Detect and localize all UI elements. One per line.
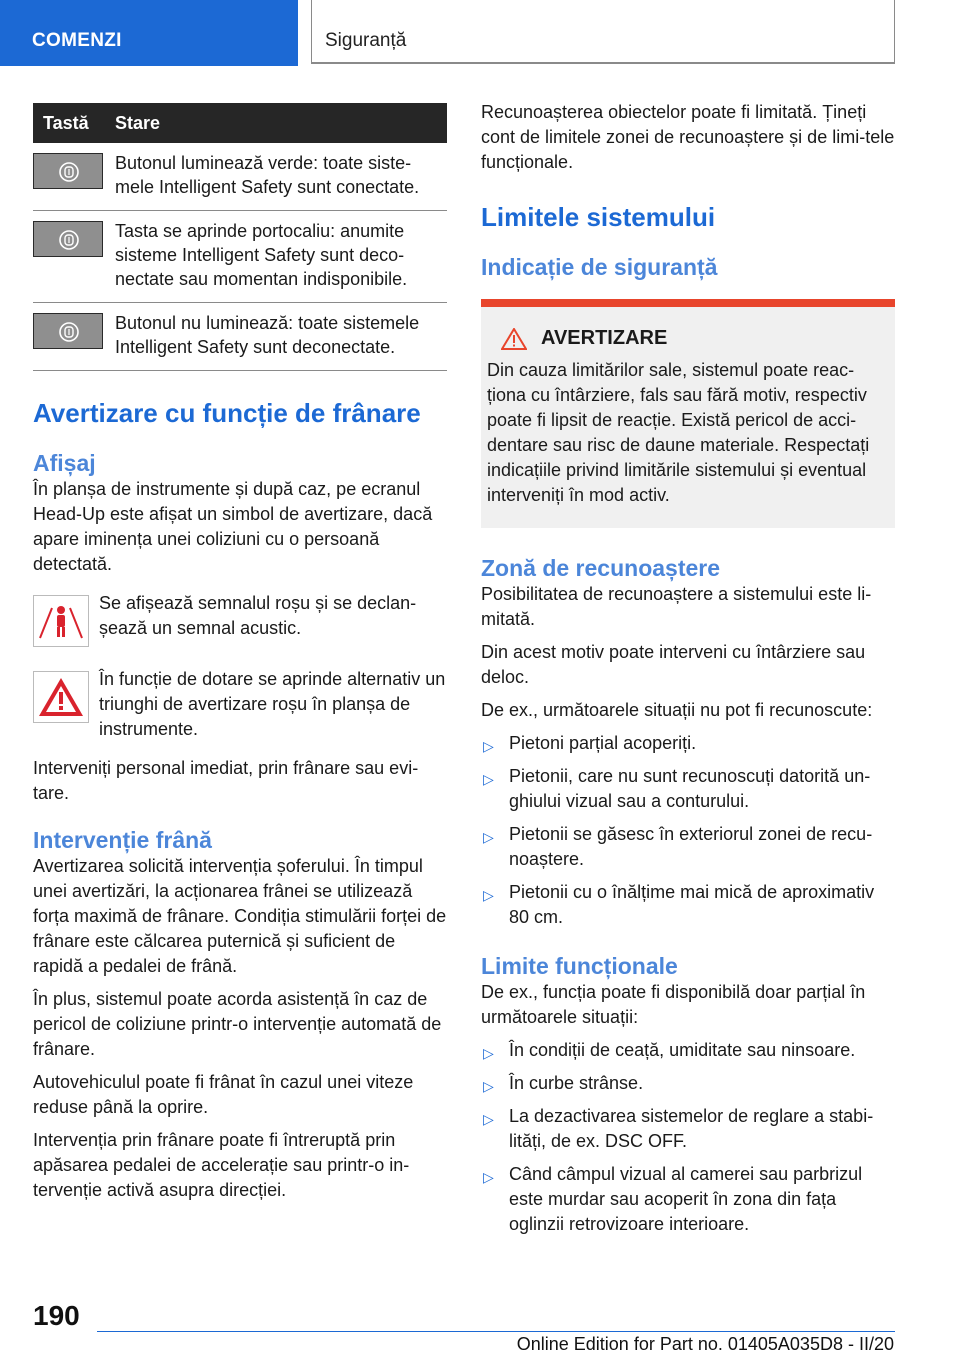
right-column: [481, 100, 895, 1237]
table-row: [33, 303, 447, 371]
table-header-row: [33, 103, 447, 143]
pedestrian-warning-icon: [33, 595, 89, 647]
paragraph-brake-3: Autovehiculul poate fi frânat în cazul unei viteze reduse până la oprire.: [33, 1072, 414, 1117]
key-state-table: [33, 103, 447, 371]
chapter-title: COMENZI: [32, 30, 122, 51]
chapter-tab[interactable]: [0, 0, 298, 66]
subheading-safety: Indicație de siguranță: [481, 254, 718, 280]
subheading-zone: Zonă de recunoaștere: [481, 555, 721, 581]
list-item: ▷ În curbe strânse.: [481, 1071, 895, 1096]
intelligent-safety-button-icon: [33, 221, 103, 257]
section-heading-warning: Avertizare cu funcție de frânare: [33, 398, 421, 428]
bullet-triangle-icon: ▷: [483, 829, 494, 845]
table-row: [33, 211, 447, 303]
warning-triangle-icon: [501, 328, 527, 350]
warning-box: [481, 299, 895, 528]
paragraph-zone-1: Posibilitatea de recunoaștere a sistemului este li-mitată.: [481, 584, 872, 629]
table-cell-state: Tasta se aprinde portocaliu: anumite sisteme Intelligent Safety sunt deco-nectate sau momentan indisponibile.: [105, 211, 447, 303]
paragraph-zone-3: De ex., următoarele situații nu pot fi recunoscute:: [481, 700, 873, 720]
subheading-display: Afișaj: [33, 450, 96, 476]
paragraph-intervene: Interveniți personal imediat, prin frânare sau evi-tare.: [33, 758, 419, 803]
section-header: [311, 0, 895, 64]
list-item: ▷ Pietoni parțial acoperiți.: [481, 731, 895, 756]
paragraph-brake-2: În plus, sistemul poate acorda asistență în caz de pericol de coliziune printr-o intervenție automată de frânare.: [33, 989, 442, 1059]
icon-row-triangle: [33, 667, 447, 742]
table-cell-key: [33, 143, 105, 211]
paragraph-intro: Recunoașterea obiectelor poate fi limitată. Țineți cont de limitele zonei de recunoaștere și de limi-tele funcționale.: [481, 102, 895, 172]
page-number: 190: [33, 1300, 80, 1331]
bullet-triangle-icon: ▷: [483, 771, 494, 787]
list-item: ▷ În condiții de ceață, umiditate sau ninsoare.: [481, 1038, 895, 1063]
paragraph-display: În planșa de instrumente și după caz, pe ecranul Head-Up este afișat un simbol de avertizare, dacă apare iminența unei coliziuni cu o persoană detectată.: [33, 479, 433, 574]
paragraph-brake-4: Intervenția prin frânare poate fi întreruptă prin apăsarea pedalei de accelerație sau printr-o in-tervenție activă asupra direcției.: [33, 1130, 410, 1200]
warning-title: [501, 327, 889, 350]
intelligent-safety-button-icon: [33, 313, 103, 349]
warning-triangle-icon: [33, 671, 89, 723]
table-row: [33, 143, 447, 211]
subheading-functional: Limite funcționale: [481, 953, 678, 979]
bullet-triangle-icon: ▷: [483, 1078, 494, 1094]
list-item: ▷ La dezactivarea sistemelor de reglare a stabi-lități, de ex. DSC OFF.: [483, 1106, 874, 1151]
subheading-brake: Intervenție frână: [33, 827, 212, 853]
icon-row-pedestrian: [33, 591, 447, 651]
column-header-key: Tastă: [33, 103, 105, 143]
table-cell-state: Butonul nu luminează: toate sistemele Intelligent Safety sunt deconectate.: [105, 303, 447, 371]
left-column: [33, 103, 447, 1203]
intelligent-safety-button-icon: [33, 153, 103, 189]
warning-title-text: AVERTIZARE: [541, 327, 668, 349]
paragraph-functional: De ex., funcția poate fi disponibilă doar parțial în următoarele situații:: [481, 982, 866, 1027]
bullet-triangle-icon: ▷: [483, 1045, 494, 1061]
footer-edition: Online Edition for Part no. 01405A035D8 - II/20: [516, 1334, 894, 1354]
list-item: ▷ Pietonii cu o înălțime mai mică de aproximativ 80 cm.: [483, 882, 875, 927]
paragraph-icon-triangle: În funcție de dotare se aprinde alternativ un triunghi de avertizare roșu în planșa de instrumente.: [99, 669, 446, 739]
zone-list: [481, 731, 895, 930]
column-header-state: Stare: [105, 103, 447, 143]
list-item: ▷ Pietonii se găsesc în exteriorul zonei de recu-noaștere.: [483, 824, 873, 869]
bullet-triangle-icon: ▷: [483, 1169, 494, 1185]
paragraph-brake-1: Avertizarea solicită intervenția șoferului. În timpul unei avertizări, la acționarea frânei se utilizează forța maximă de frânare. Condiția stimulării forței de frânare este călcarea puternică și suficient de rapidă a pedalei de frână.: [33, 856, 447, 976]
list-item: ▷ Pietonii, care nu sunt recunoscuți datorită un-ghiului vizual sau a conturului.: [483, 766, 871, 811]
table-cell-state: Butonul luminează verde: toate siste-mele Intelligent Safety sunt conectate.: [105, 143, 447, 211]
paragraph-icon-signal: Se afișează semnalul roșu și se declan-șează un semnal acustic.: [99, 593, 417, 638]
bullet-triangle-icon: ▷: [483, 1111, 494, 1127]
bullet-triangle-icon: ▷: [483, 738, 494, 754]
list-item: ▷ Când câmpul vizual al camerei sau parbrizul este murdar sau acoperit în zona din fața oglinzii retrovizoare interioare.: [483, 1164, 863, 1234]
paragraph-zone-2: Din acest motiv poate interveni cu întârziere sau deloc.: [481, 642, 866, 687]
footer-divider: [97, 1331, 895, 1332]
table-cell-key: [33, 211, 105, 303]
section-heading-limits: Limitele sistemului: [481, 202, 716, 232]
functional-list: [481, 1038, 895, 1237]
warning-text: Din cauza limitărilor sale, sistemul poate reac-ționa cu întârziere, fals sau fără motiv, respectiv poate fi lipsit de reacție. Există pericol de acci-dentare sau risc de daune materiale. Respectați indicațiile privind limitările sistemului și eventual interveniți în mod activ.: [487, 360, 870, 505]
bullet-triangle-icon: ▷: [483, 887, 494, 903]
section-title: Siguranță: [325, 30, 407, 51]
table-cell-key: [33, 303, 105, 371]
